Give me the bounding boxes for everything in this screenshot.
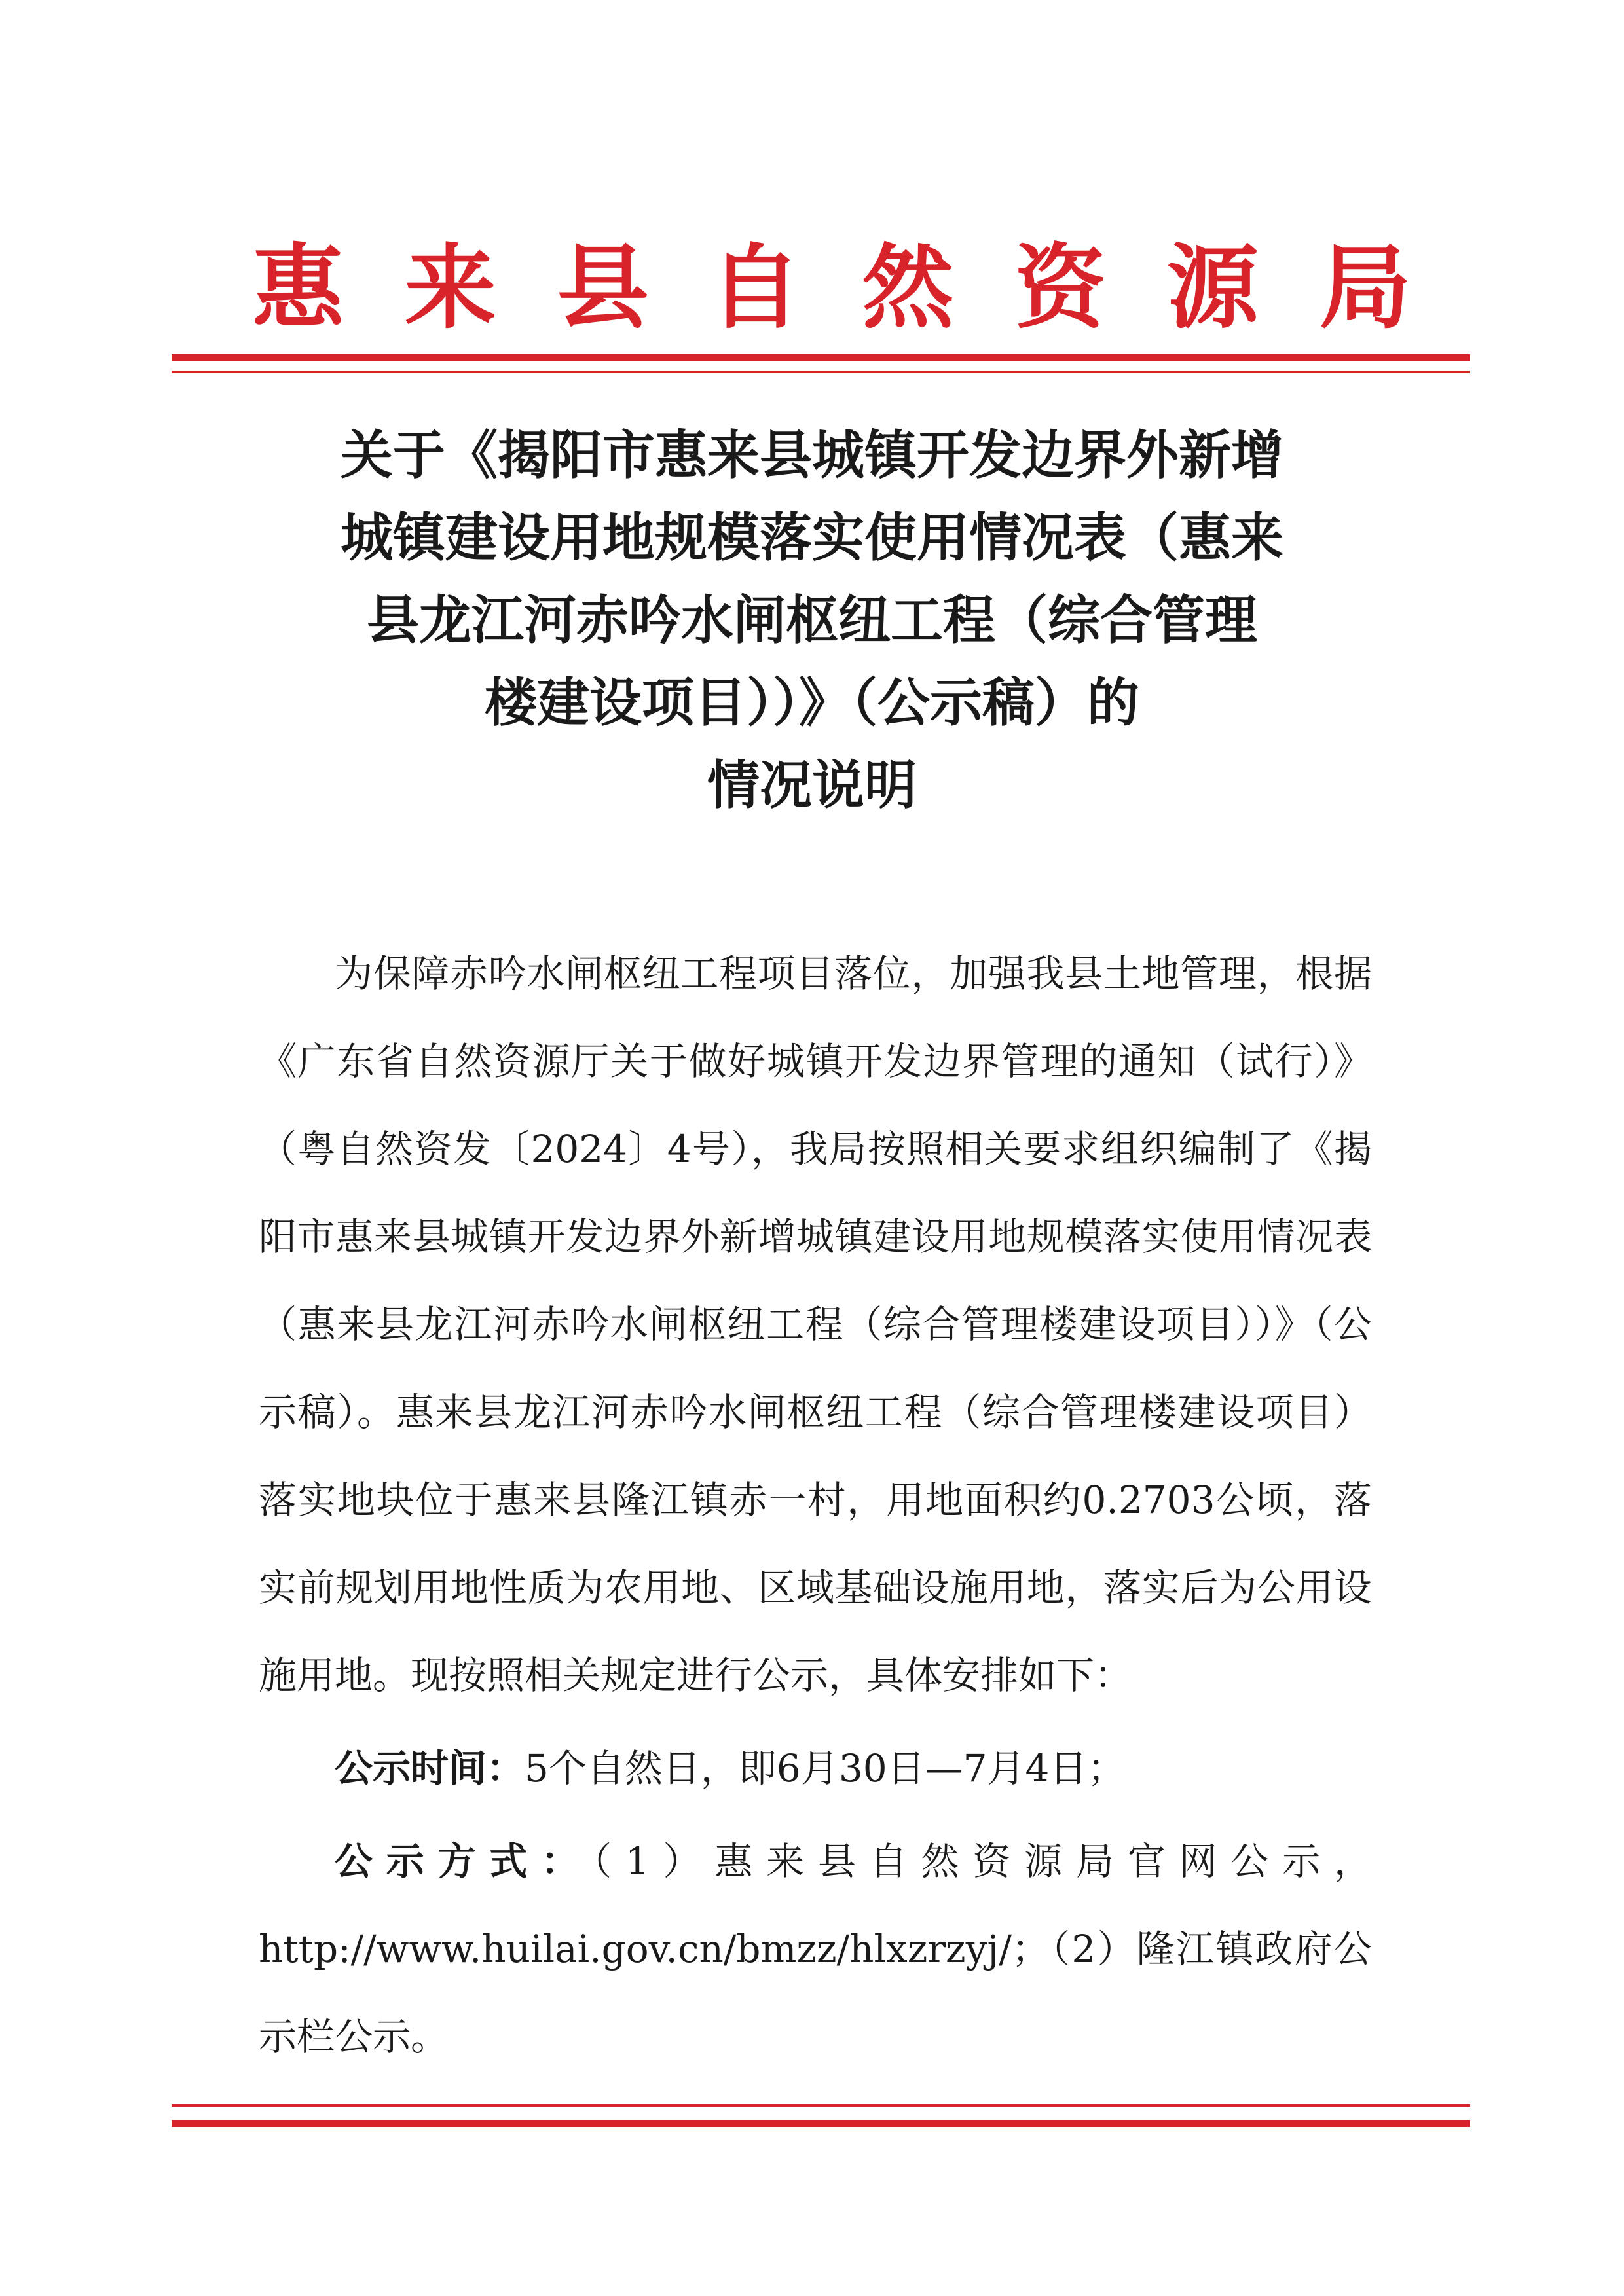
agency-char: 然 — [862, 234, 954, 342]
document-body — [259, 930, 1372, 2081]
agency-char: 局 — [1319, 234, 1411, 342]
agency-char: 资 — [1014, 234, 1107, 342]
publicity-method — [259, 1817, 1372, 2081]
document-title — [249, 414, 1375, 827]
publicity-time-label: 公示时间： — [335, 1746, 525, 1791]
title-line: 关于《揭阳市惠来县城镇开发边界外新增 — [341, 425, 1283, 486]
agency-header — [249, 232, 1414, 344]
publicity-method-label: 公示方式： — [335, 1839, 593, 1884]
title-line: 城镇建设用地规模落实使用情况表（惠来 — [341, 507, 1283, 568]
agency-char: 惠 — [251, 234, 344, 342]
footer-rule-thick — [172, 2120, 1470, 2127]
body-paragraph: 为保障赤吟水闸枢纽工程项目落位，加强我县土地管理，根据《广东省自然资源厅关于做好城镇开发边界管理的通知（试行）》（粤自然资发〔2024〕4号），我局按照相关要求组织编制了《揭阳市惠来县城镇开发边界外新增城镇建设用地规模落实使用情况表（惠来县龙江河赤吟水闸枢纽工程（综合管理楼建设项目））》（公示稿）。惠来县龙江河赤吟水闸枢纽工程（综合管理楼建设项目）落实地块位于惠来县隆江镇赤一村，用地面积约0.2703公顷，落实前规划用地性质为农用地、区域基础设施用地，落实后为公用设施用地。现按照相关规定进行公示，具体安排如下： — [259, 951, 1372, 1698]
header-rule-thick — [172, 354, 1470, 361]
header-rule-thin — [172, 371, 1470, 373]
agency-char: 来 — [404, 234, 496, 342]
agency-char: 县 — [557, 234, 649, 342]
publicity-method-value: （1）惠来县自然资源局官网公示，http://www.huilai.gov.cn/bmzz/hlxzrzyj/；（2）隆江镇政府公示栏公示。 — [259, 1839, 1372, 2059]
publicity-time — [259, 1724, 1372, 1812]
title-line: 县龙江河赤吟水闸枢纽工程（综合管理 — [367, 590, 1257, 651]
publicity-time-value: 5个自然日，即6月30日—7月4日； — [525, 1746, 1126, 1791]
agency-char: 源 — [1167, 234, 1259, 342]
title-line: 情况说明 — [707, 755, 917, 816]
title-line: 楼建设项目））》（公示稿）的 — [485, 672, 1139, 733]
agency-char: 自 — [709, 234, 802, 342]
footer-rule-thin — [172, 2104, 1470, 2107]
